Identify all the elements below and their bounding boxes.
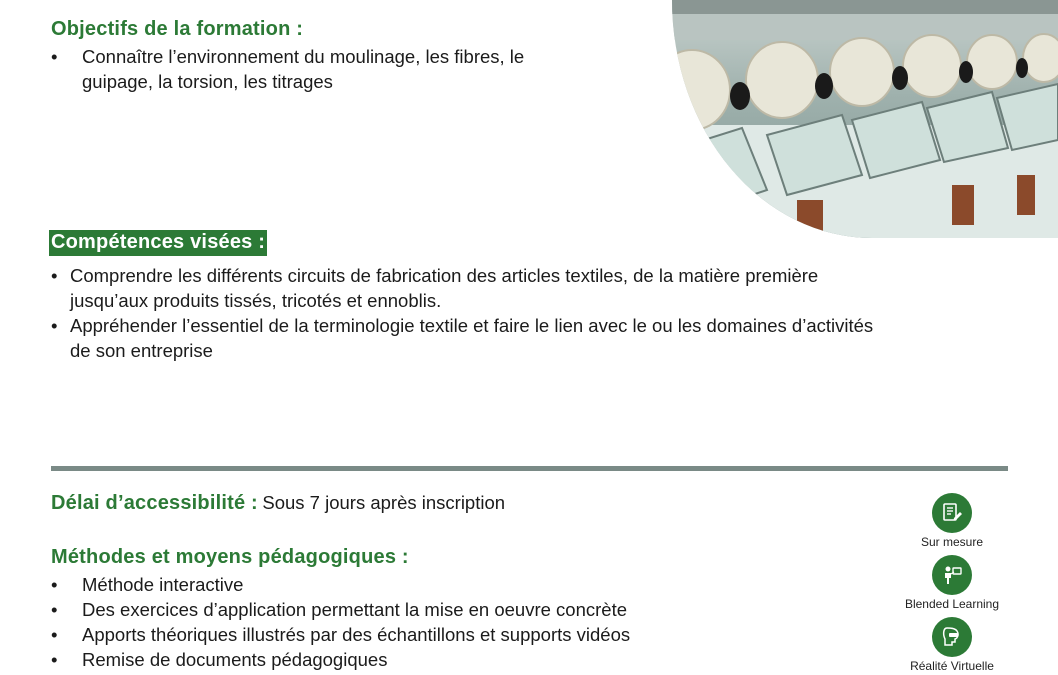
badge-label-blended-learning: Blended Learning [904, 597, 1000, 611]
list-item: • Comprendre les différents circuits de fabrication des articles textiles, de la matière première jusqu’aux produits tissés, tricotés et ennoblis. [51, 265, 819, 311]
delai-row [51, 492, 505, 515]
delai-label: Délai d’accessibilité : [51, 492, 258, 514]
list-item: • Connaître l’environnement du moulinage, les fibres, le guipage, la torsion, les titrages [51, 46, 525, 92]
objectives-list [51, 44, 651, 94]
competences-title: Compétences visées : [49, 230, 267, 256]
delai-value: Sous 7 jours après inscription [262, 492, 506, 513]
list-item: • Remise de documents pédagogiques [51, 649, 388, 670]
person-screen-icon [932, 555, 972, 595]
textile-machines-photo [672, 0, 1058, 238]
section-divider [51, 466, 1008, 471]
bullet-icon: • [51, 315, 58, 336]
badge-label-sur-mesure: Sur mesure [920, 535, 984, 549]
bullet-icon: • [51, 624, 58, 645]
spools-illustration [672, 0, 1058, 238]
list-item: • Des exercices d’application permettant la mise en oeuvre concrète [51, 599, 628, 620]
bullet-icon: • [51, 574, 58, 595]
bullet-icon: • [51, 649, 58, 670]
methodes-title: Méthodes et moyens pédagogiques : [51, 546, 409, 568]
badge-label-realite-virtuelle: Réalité Virtuelle [910, 659, 994, 673]
bullet-icon: • [51, 599, 58, 620]
bullet-icon: • [51, 46, 58, 67]
bullet-icon: • [51, 265, 58, 286]
vr-headset-icon [932, 617, 972, 657]
list-item: • Apports théoriques illustrés par des échantillons et supports vidéos [51, 624, 631, 645]
competences-list [51, 263, 1011, 363]
list-item: • Appréhender l’essentiel de la terminologie textile et faire le lien avec le ou les domaines d’activités de son entreprise [51, 315, 874, 361]
list-item: • Méthode interactive [51, 574, 244, 595]
objectives-title: Objectifs de la formation : [51, 18, 304, 40]
methodes-list [51, 572, 851, 672]
edit-document-icon [932, 493, 972, 533]
